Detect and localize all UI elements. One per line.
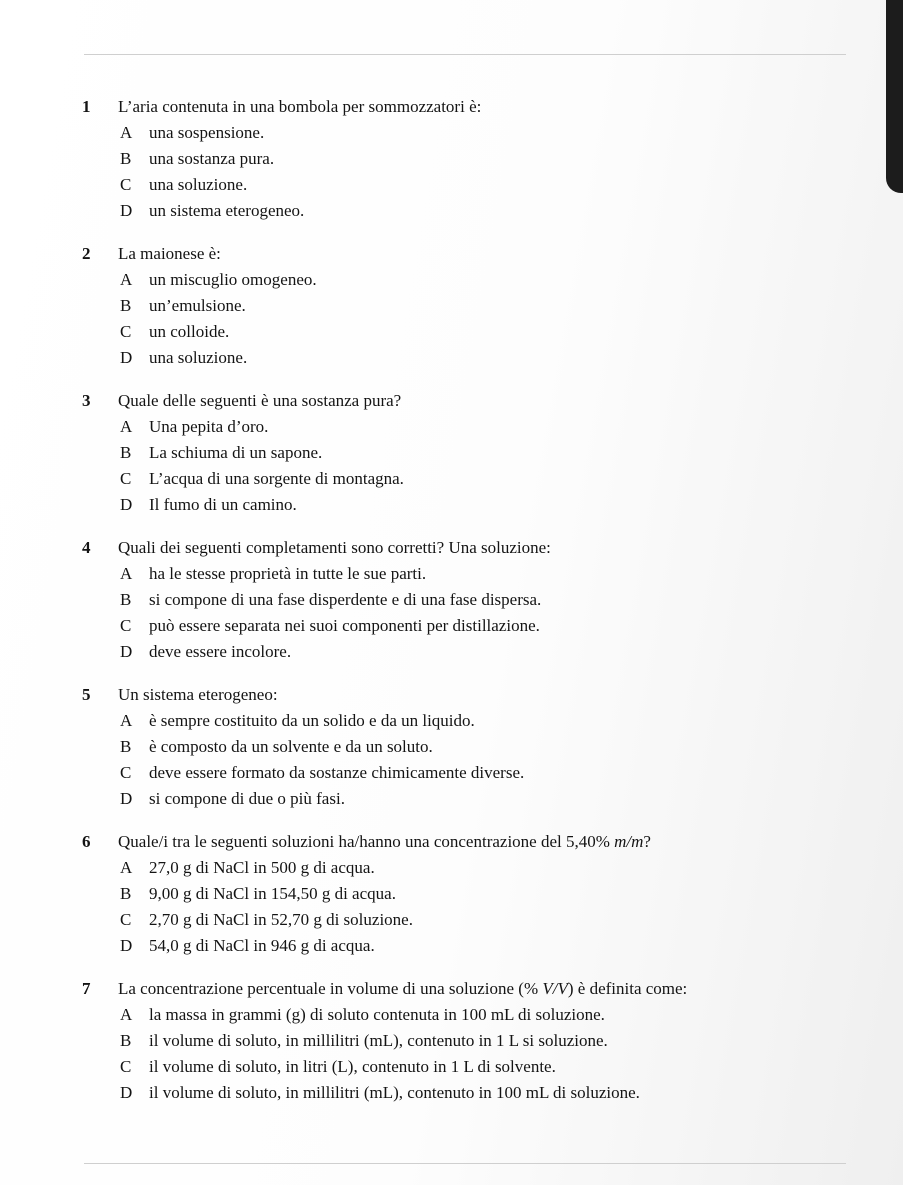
option-text: 27,0 g di NaCl in 500 g di acqua. bbox=[149, 858, 375, 877]
option-text: una soluzione. bbox=[149, 348, 248, 367]
question-text bbox=[118, 976, 687, 1002]
question-4 bbox=[0, 535, 903, 665]
option-letter: B bbox=[120, 443, 132, 462]
answer-option-a bbox=[0, 414, 903, 440]
option-text: il volume di soluto, in litri (L), contenuto in 1 L di solvente. bbox=[149, 1057, 556, 1076]
option-letter: D bbox=[120, 201, 133, 220]
question-number: 7 bbox=[82, 979, 91, 998]
option-letter: B bbox=[120, 590, 132, 609]
answer-option-b bbox=[0, 1028, 903, 1054]
question-text-italic: V/V bbox=[542, 979, 568, 998]
option-text: si compone di due o più fasi. bbox=[149, 789, 345, 808]
option-text: un miscuglio omogeneo. bbox=[149, 270, 317, 289]
answer-option-b bbox=[0, 881, 903, 907]
option-text: La schiuma di un sapone. bbox=[149, 443, 323, 462]
question-6 bbox=[0, 829, 903, 959]
answer-option-d bbox=[0, 786, 903, 812]
question-2 bbox=[0, 241, 903, 371]
answer-option-a bbox=[0, 267, 903, 293]
option-text: un colloide. bbox=[149, 322, 230, 341]
option-text: Il fumo di un camino. bbox=[149, 495, 297, 514]
question-header bbox=[0, 976, 903, 1002]
question-text: Quale delle seguenti è una sostanza pura? bbox=[118, 391, 402, 410]
option-letter: D bbox=[120, 348, 133, 367]
bottom-divider bbox=[84, 1163, 846, 1164]
question-header bbox=[0, 829, 903, 855]
option-text: una sostanza pura. bbox=[149, 149, 275, 168]
option-text: una soluzione. bbox=[149, 175, 248, 194]
quiz-questions bbox=[0, 94, 903, 1123]
question-7 bbox=[0, 976, 903, 1106]
option-letter: C bbox=[120, 322, 132, 341]
question-text bbox=[118, 829, 651, 855]
answer-option-a bbox=[0, 855, 903, 881]
question-3 bbox=[0, 388, 903, 518]
option-text: deve essere incolore. bbox=[149, 642, 292, 661]
answer-option-c bbox=[0, 1054, 903, 1080]
option-text: L’acqua di una sorgente di montagna. bbox=[149, 469, 404, 488]
option-text: è sempre costituito da un solido e da un liquido. bbox=[149, 711, 475, 730]
option-text: 9,00 g di NaCl in 154,50 g di acqua. bbox=[149, 884, 396, 903]
question-text-start: La concentrazione percentuale in volume di una soluzione (% bbox=[118, 979, 543, 998]
question-number: 2 bbox=[82, 244, 91, 263]
question-text-end: ? bbox=[643, 832, 651, 851]
option-text: il volume di soluto, in millilitri (mL), contenuto in 1 L si soluzione. bbox=[149, 1031, 608, 1050]
option-text: Una pepita d’oro. bbox=[149, 417, 269, 436]
option-letter: D bbox=[120, 495, 133, 514]
question-number: 1 bbox=[82, 97, 91, 116]
answer-option-b bbox=[0, 293, 903, 319]
option-letter: C bbox=[120, 175, 132, 194]
question-header bbox=[0, 241, 903, 267]
option-letter: C bbox=[120, 910, 132, 929]
question-text: Un sistema eterogeneo: bbox=[118, 685, 278, 704]
option-text: un sistema eterogeneo. bbox=[149, 201, 305, 220]
option-letter: A bbox=[120, 564, 133, 583]
answer-option-c bbox=[0, 466, 903, 492]
option-letter: D bbox=[120, 789, 133, 808]
question-text: L’aria contenuta in una bombola per sommozzatori è: bbox=[118, 97, 482, 116]
answer-option-b bbox=[0, 734, 903, 760]
option-text: 2,70 g di NaCl in 52,70 g di soluzione. bbox=[149, 910, 413, 929]
answer-option-d bbox=[0, 345, 903, 371]
option-letter: B bbox=[120, 1031, 132, 1050]
question-number: 4 bbox=[82, 538, 91, 557]
question-number: 3 bbox=[82, 391, 91, 410]
option-letter: A bbox=[120, 123, 133, 142]
question-5 bbox=[0, 682, 903, 812]
option-text: il volume di soluto, in millilitri (mL), contenuto in 100 mL di soluzione. bbox=[149, 1083, 640, 1102]
answer-option-b bbox=[0, 440, 903, 466]
question-number: 5 bbox=[82, 685, 91, 704]
option-letter: C bbox=[120, 763, 132, 782]
option-letter: C bbox=[120, 1057, 132, 1076]
answer-option-c bbox=[0, 760, 903, 786]
option-letter: B bbox=[120, 149, 132, 168]
option-text: 54,0 g di NaCl in 946 g di acqua. bbox=[149, 936, 375, 955]
option-letter: C bbox=[120, 469, 132, 488]
option-letter: C bbox=[120, 616, 132, 635]
option-text: si compone di una fase disperdente e di una fase dispersa. bbox=[149, 590, 542, 609]
question-text-italic: m/m bbox=[614, 832, 644, 851]
question-header bbox=[0, 682, 903, 708]
answer-option-b bbox=[0, 587, 903, 613]
question-text-end: ) è definita come: bbox=[567, 979, 688, 998]
answer-option-d bbox=[0, 933, 903, 959]
question-header bbox=[0, 535, 903, 561]
answer-option-b bbox=[0, 146, 903, 172]
question-text-start: Quale/i tra le seguenti soluzioni ha/hanno una concentrazione del 5,40% bbox=[118, 832, 615, 851]
option-letter: A bbox=[120, 711, 133, 730]
question-header bbox=[0, 388, 903, 414]
answer-option-a bbox=[0, 120, 903, 146]
top-divider bbox=[84, 54, 846, 55]
answer-option-c bbox=[0, 172, 903, 198]
answer-option-a bbox=[0, 1002, 903, 1028]
answer-option-a bbox=[0, 708, 903, 734]
option-letter: A bbox=[120, 858, 133, 877]
option-text: una sospensione. bbox=[149, 123, 265, 142]
answer-option-c bbox=[0, 613, 903, 639]
option-letter: B bbox=[120, 884, 132, 903]
option-letter: D bbox=[120, 642, 133, 661]
answer-option-d bbox=[0, 1080, 903, 1106]
option-text: un’emulsione. bbox=[149, 296, 246, 315]
question-header bbox=[0, 94, 903, 120]
option-text: la massa in grammi (g) di soluto contenuta in 100 mL di soluzione. bbox=[149, 1005, 605, 1024]
option-letter: A bbox=[120, 417, 133, 436]
option-text: deve essere formato da sostanze chimicamente diverse. bbox=[149, 763, 525, 782]
question-text: La maionese è: bbox=[118, 244, 221, 263]
option-letter: A bbox=[120, 1005, 133, 1024]
option-letter: B bbox=[120, 737, 132, 756]
answer-option-d bbox=[0, 639, 903, 665]
question-number: 6 bbox=[82, 832, 91, 851]
question-1 bbox=[0, 94, 903, 224]
option-text: è composto da un solvente e da un soluto. bbox=[149, 737, 433, 756]
question-text: Quali dei seguenti completamenti sono corretti? Una soluzione: bbox=[118, 538, 551, 557]
option-text: ha le stesse proprietà in tutte le sue parti. bbox=[149, 564, 427, 583]
option-letter: B bbox=[120, 296, 132, 315]
option-letter: A bbox=[120, 270, 133, 289]
answer-option-c bbox=[0, 319, 903, 345]
answer-option-d bbox=[0, 492, 903, 518]
option-text: può essere separata nei suoi componenti per distillazione. bbox=[149, 616, 540, 635]
option-letter: D bbox=[120, 936, 133, 955]
answer-option-d bbox=[0, 198, 903, 224]
answer-option-c bbox=[0, 907, 903, 933]
option-letter: D bbox=[120, 1083, 133, 1102]
answer-option-a bbox=[0, 561, 903, 587]
